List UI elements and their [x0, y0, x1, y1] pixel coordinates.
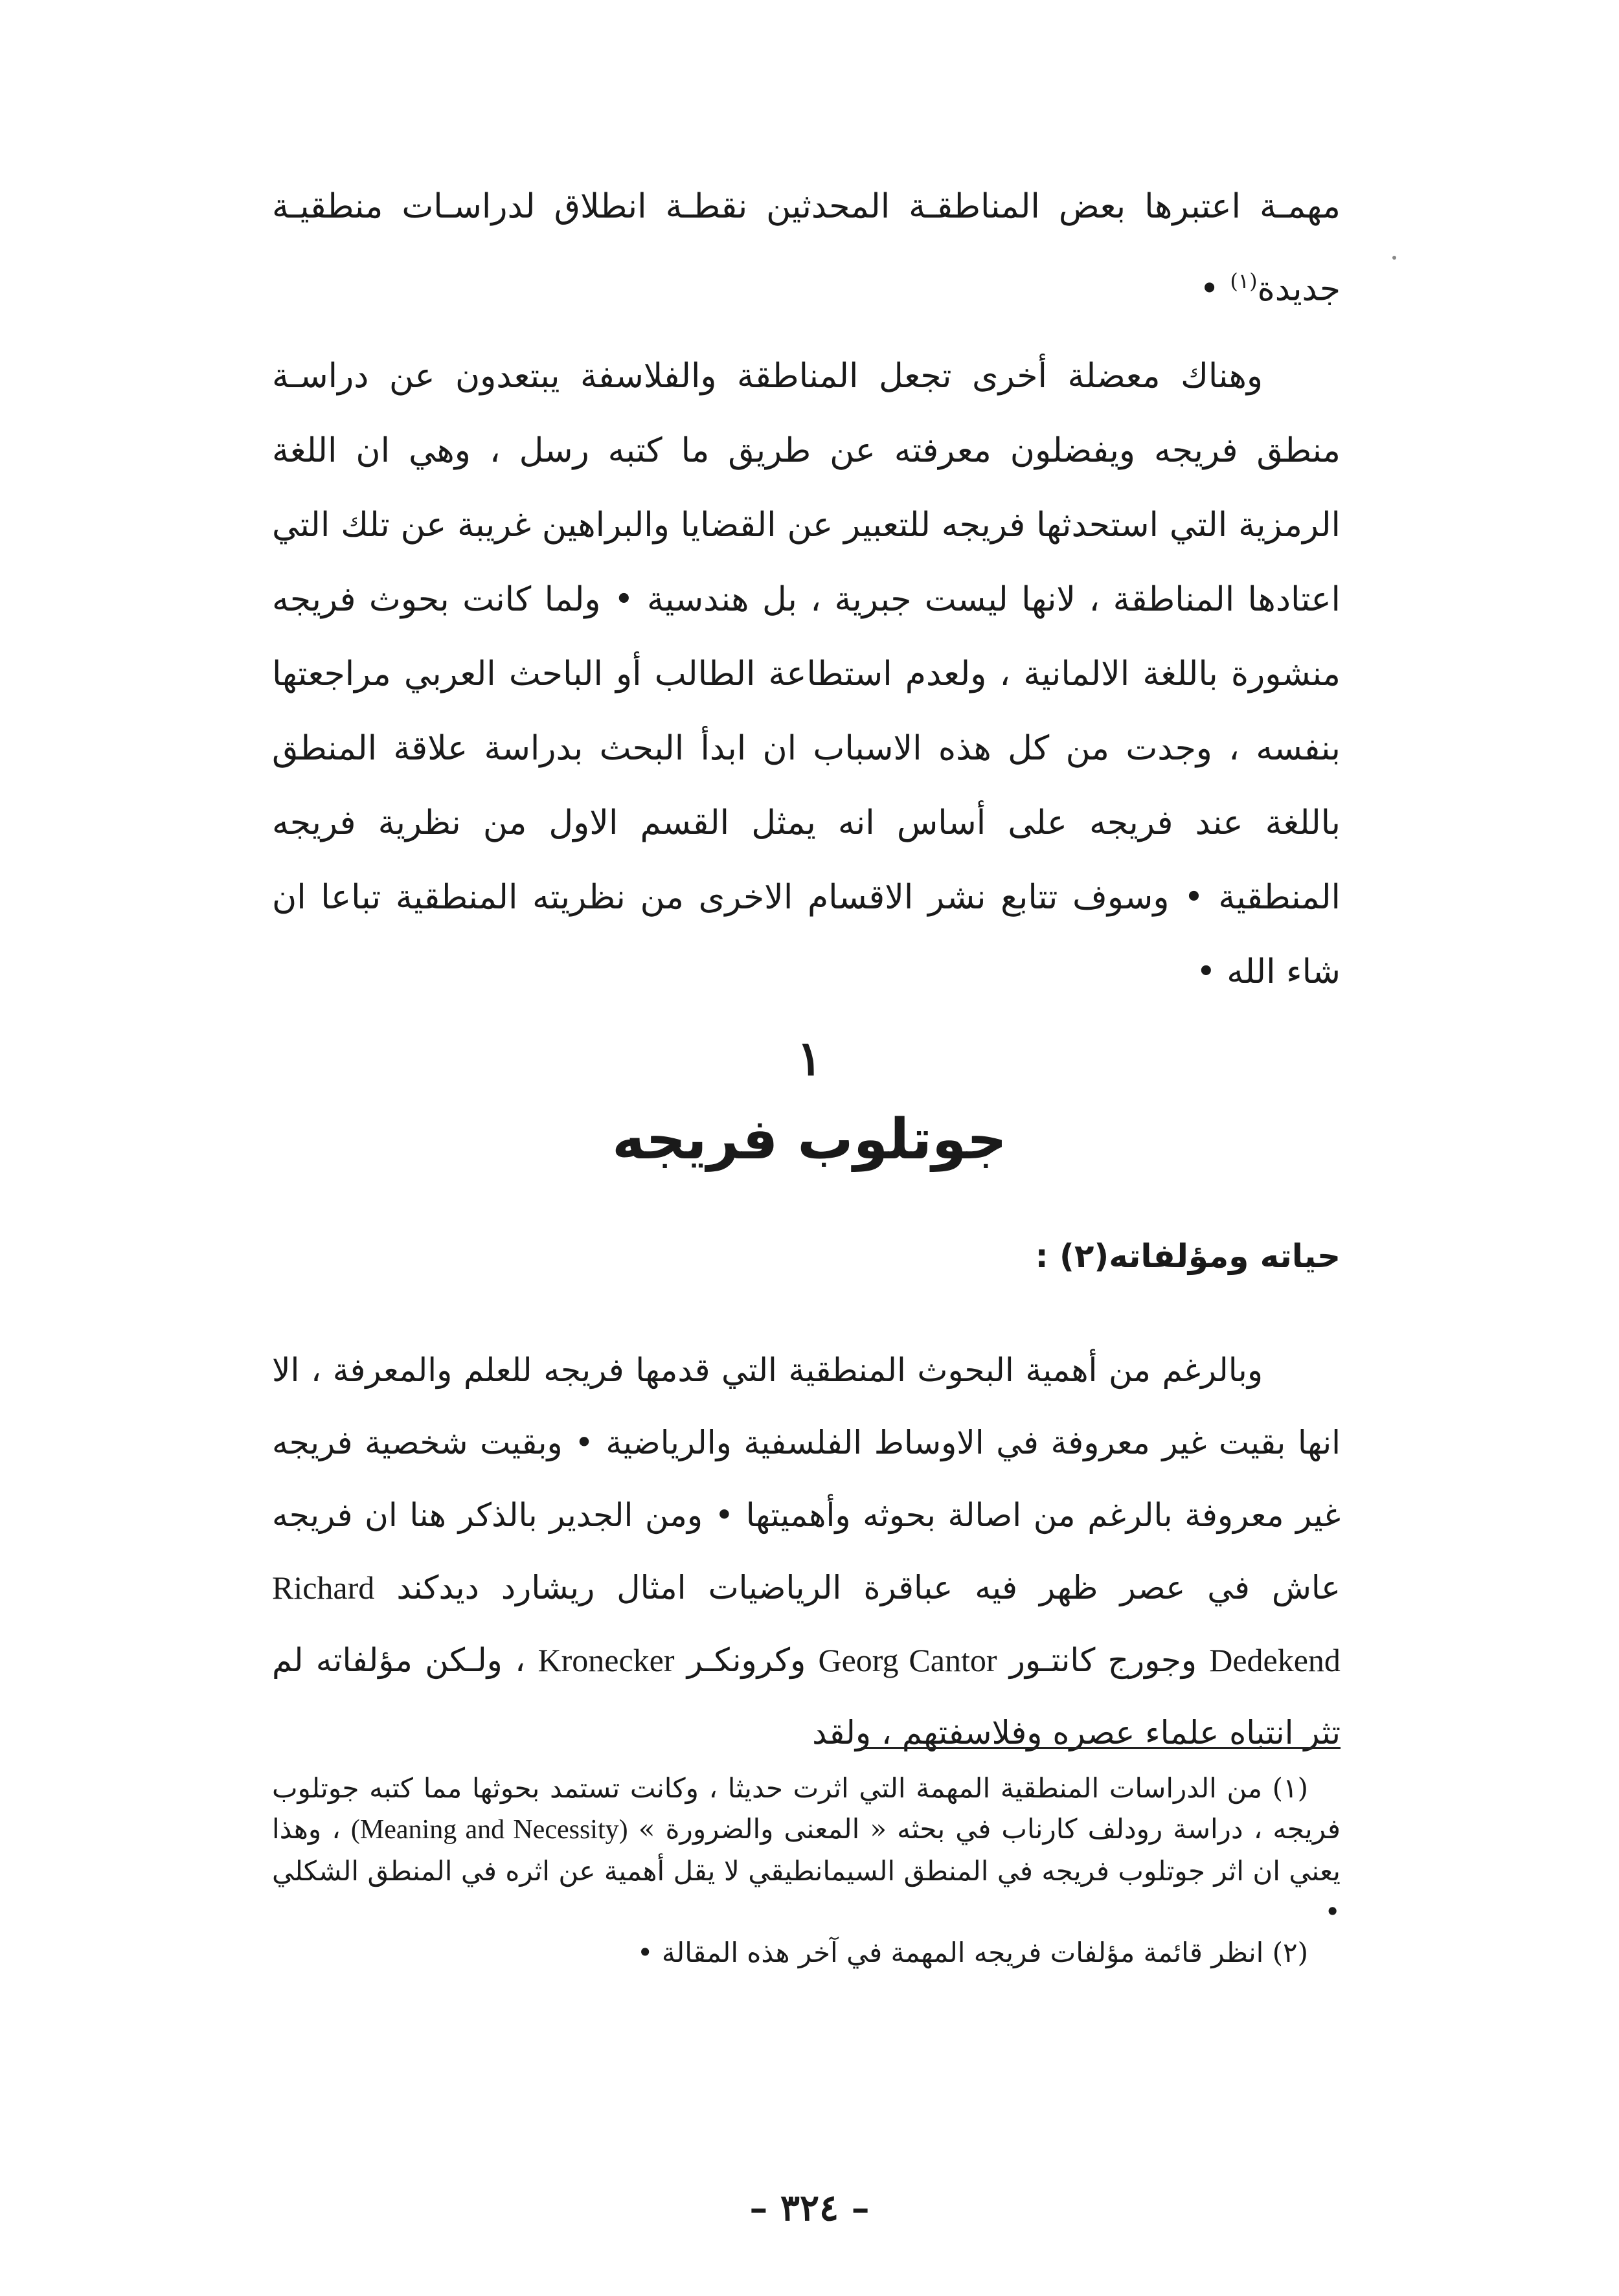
scan-speck — [1392, 256, 1396, 260]
chapter-title: جوتلوب فريجه — [612, 1107, 1007, 1172]
latin-name-kronecker: Kronecker — [538, 1642, 675, 1678]
body-text-2: وجورج كانتـور — [1009, 1641, 1197, 1679]
intro-paragraph-1 — [272, 170, 1341, 326]
footnote-1-text-a: (١) من الدراسات المنطقية المهمة التي اثرت حديثا ، وكانت تستمد بحوثها مما كتبه جوتلوب فريجه ، دراسة رودلف كارناب في بحثه « المعنى والضرورة » — [272, 1772, 1341, 1845]
section-body — [272, 1334, 1341, 1769]
footnote-1-latin: (Meaning and Necessity) — [350, 1815, 628, 1845]
body-text-1: وبالرغم من أهمية البحوث المنطقية التي قدمها فريجه للعلم والمعرفة ، الا انها بقيت غير معروفة في الاوساط الفلسفية والرياضية • وبقيت شخصية فريجه غير معروفة بالرغم من اصالة بحوثه وأهميتها • ومن الجدير بالذكر هنا ان فريجه عاش في عصر ظهر فيه عباقرة الرياضيات امثال ريشارد ديدكند — [272, 1351, 1341, 1606]
footnote-1-text-b: ، وهذا يعني ان اثر جوتلوب فريجه في المنطق السيمانطيقي لا يقل أهمية عن اثره في المنطق الشكلي • — [272, 1813, 1341, 1928]
body-text-4: ، ولـكن مؤلفاته لم تثر انتباه علماء عصره وفلاسفتهم ، ولقد — [272, 1641, 1341, 1751]
intro-paragraph-2: وهناك معضلة أخرى تجعل المناطقة والفلاسفة يبتعدون عن دراسـة منطق فريجه ويفضلون معرفته عن طريق ما كتبه رسل ، وهي ان اللغة الرمزية التي استحدثها فريجه للتعبير عن القضايا والبراهين غريبة عن تلك التي اعتادها المناطقة ، لانها ليست جبرية ، بل هندسية • ولما كانت بحوث فريجه منشورة باللغة الالمانية ، ولعدم استطاعة الطالب أو الباحث العربي مراجعتها بنفسه ، وجدت من كل هذه الاسباب ان ابدأ البحث بدراسة علاقة المنطق باللغة عند فريجه على أساس انه يمثل القسم الاول من نظرية فريجه المنطقية • وسوف تتابع نشر الاقسام الاخرى من نظريته المنطقية تباعا ان شاء الله • — [272, 357, 1341, 992]
footnotes — [272, 1768, 1341, 1973]
footnote-1 — [272, 1768, 1341, 1932]
intro-text — [272, 170, 1341, 1009]
intro-line: مهمـة اعتبرها بعض المناطقـة المحدثين نقطـة انطلاق لدراسـات منطقيـة جديدة — [272, 187, 1341, 309]
footnote-rule — [861, 1747, 1341, 1749]
intro-line-end: • — [1199, 269, 1230, 309]
body-paragraph — [272, 1334, 1341, 1769]
section-heading: حياته ومؤلفاته(٢) : — [1035, 1237, 1341, 1275]
latin-name-cantor: Georg Cantor — [818, 1642, 997, 1678]
latin-name-dedekind: Richard Dedekend — [272, 1570, 1341, 1678]
body-text-3: وكرونكـر — [686, 1641, 806, 1679]
footnote-2: (٢) انظر قائمة مؤلفات فريجه المهمة في آخر هذه المقالة • — [637, 1937, 1308, 1968]
footnote-ref-1: (١) — [1230, 269, 1258, 293]
page-number: – ٣٢٤ – — [749, 2187, 870, 2229]
chapter-number: ١ — [797, 1031, 822, 1086]
